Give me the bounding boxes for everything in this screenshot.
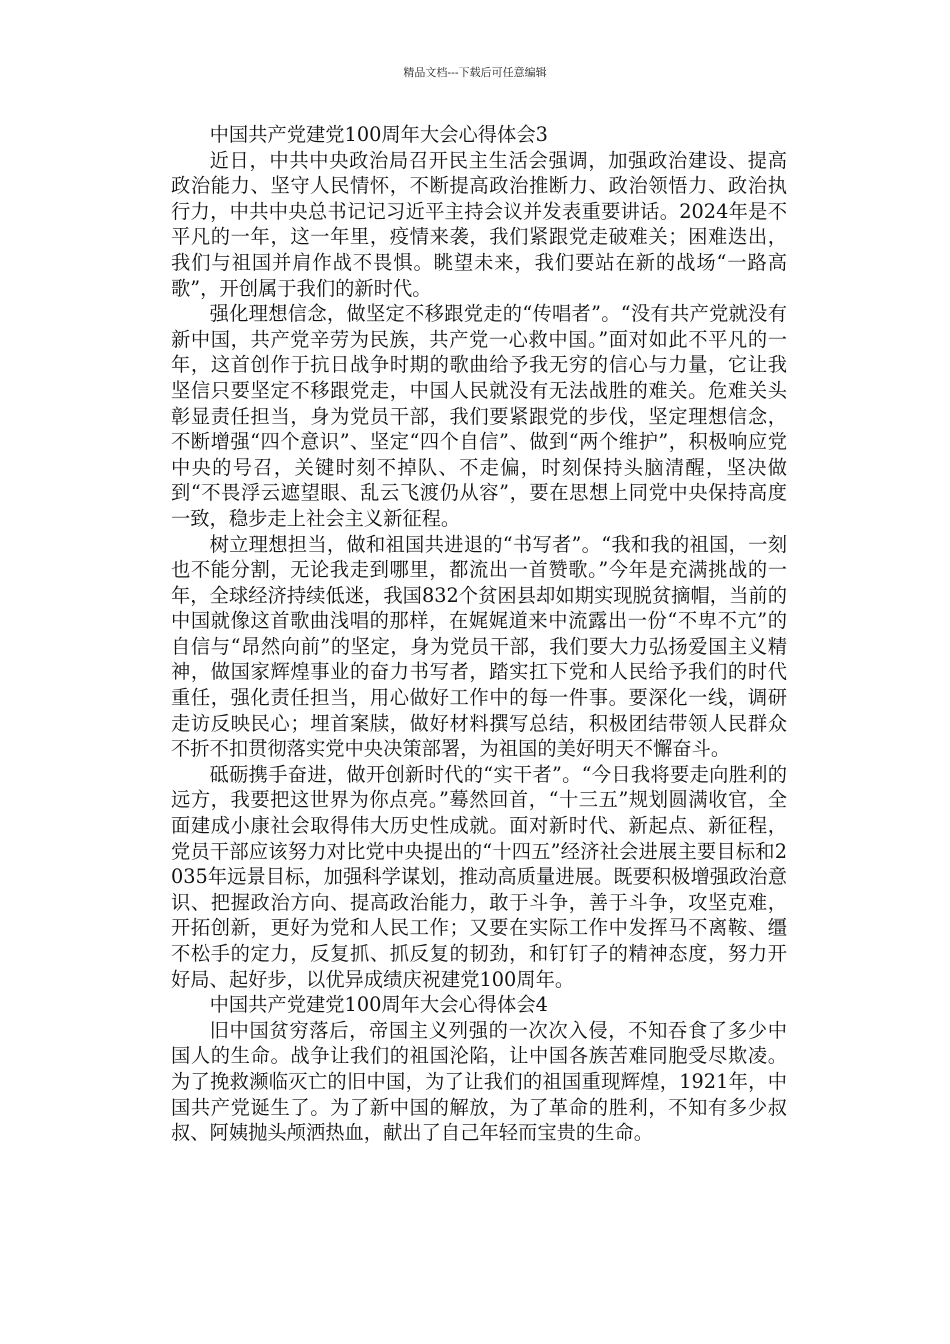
document-body <box>171 122 787 1146</box>
paragraph: 树立理想担当，做和祖国共进退的“书写者”。“我和我的祖国，一刻也不能分割，无论我走到哪里，都流出一首赞歌。”今年是充满挑战的一年，全球经济持续低迷，我国832个贫困县却如期实现脱贫摘帽，当前的中国就像这首歌曲浅唱的那样，在娓娓道来中流露出一份“不卑不亢”的自信与“昂然向前”的坚定，身为党员干部，我们要大力弘扬爱国主义精神，做国家辉煌事业的奋力书写者，踏实扛下党和人民给予我们的时代重任，强化责任担当，用心做好工作中的每一件事。要深化一线，调研走访反映民心；埋首案牍，做好材料撰写总结，积极团结带领人民群众不折不扣贯彻落实党中央决策部署，为祖国的美好明天不懈奋斗。 <box>171 532 787 761</box>
paragraph: 强化理想信念，做坚定不移跟党走的“传唱者”。“没有共产党就没有新中国，共产党辛劳为民族，共产党一心救中国。”面对如此不平凡的一年，这首创作于抗日战争时期的歌曲给予我无穷的信心与力量，它让我坚信只要坚定不移跟党走，中国人民就没有无法战胜的难关。危难关头彰显责任担当，身为党员干部，我们要紧跟党的步伐，坚定理想信念，不断增强“四个意识”、坚定“四个自信”、做到“两个维护”，积极响应党中央的号召，关键时刻不掉队、不走偏，时刻保持头脑清醒，坚决做到“不畏浮云遮望眼、乱云飞渡仍从容”，要在思想上同党中央保持高度一致，稳步走上社会主义新征程。 <box>171 302 787 530</box>
page-header: 精品文档---下载后可任意编辑 <box>403 66 547 79</box>
section-title: 中国共产党建党100周年大会心得体会3 <box>209 123 548 146</box>
section-title: 中国共产党建党100周年大会心得体会4 <box>209 993 548 1017</box>
paragraph: 旧中国贫穷落后，帝国主义列强的一次次入侵，不知吞食了多少中国人的生命。战争让我们的祖国沦陷，让中国各族苦难同胞受尽欺凌。为了挽救濒临灭亡的旧中国，为了让我们的祖国重现辉煌，1921年，中国共产党诞生了。为了新中国的解放，为了革命的胜利，不知有多少叔叔、阿姨抛头颅洒热血，献出了自己年轻而宝贵的生命。 <box>171 1018 787 1145</box>
paragraph: 近日，中共中央政治局召开民主生活会强调，加强政治建设、提高政治能力、坚守人民情怀，不断提高政治推断力、政治领悟力、政治执行力，中共中央总书记记习近平主持会议并发表重要讲话。2024年是不平凡的一年，这一年里，疫情来袭，我们紧跟党走破难关；困难迭出，我们与祖国并肩作战不畏惧。眺望未来，我们要站在新的战场“一路高歌”，开创属于我们的新时代。 <box>171 148 787 300</box>
paragraph: 砥砺携手奋进，做开创新时代的“实干者”。“今日我将要走向胜利的远方，我要把这世界为你点亮。”蓦然回首，“十三五”规划圆满收官，全面建成小康社会取得伟大历史性成就。面对新时代、新起点、新征程，党员干部应该努力对比党中央提出的“十四五”经济社会进展主要目标和2035年远景目标，加强科学谋划，推动高质量进展。既要积极增强政治意识、把握政治方向、提高政治能力，敢于斗争，善于斗争，攻坚克难，开拓创新，更好为党和人民工作；又要在实际工作中发挥马不离鞍、缰不松手的定力，反复抓、抓反复的韧劲，和钉钉子的精神态度，努力开好局、起好步，以优异成绩庆祝建党100周年。 <box>171 762 787 991</box>
